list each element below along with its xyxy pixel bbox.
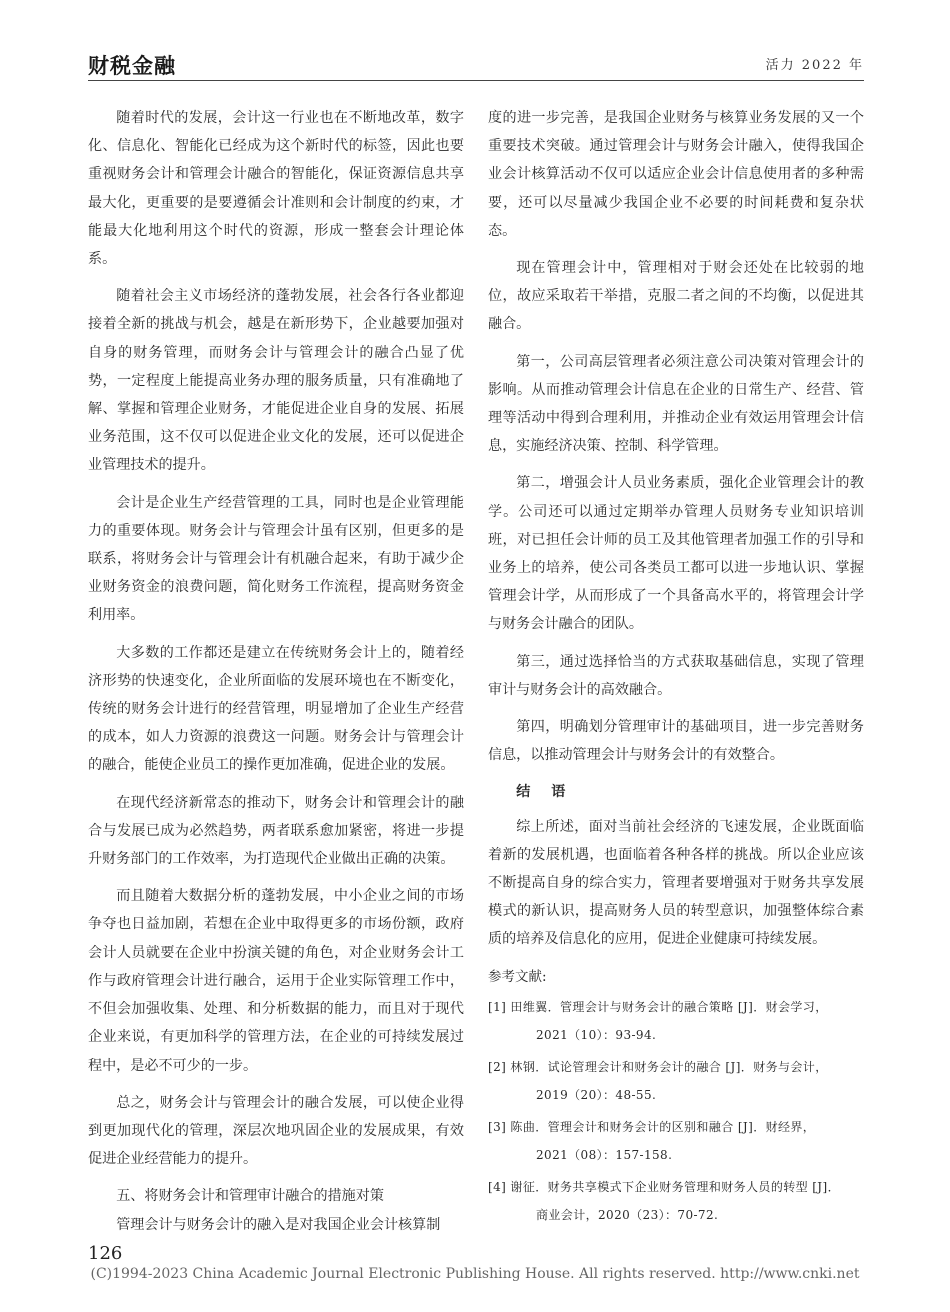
- paragraph: 会计是企业生产经营管理的工具，同时也是企业管理能力的重要体现。财务会计与管理会计虽有区别，但更多的是联系，将财务会计与管理会计有机融合起来，有助于减少企业财务资金的浪费问题，简化财务工作流程，提高财务资金利用率。: [88, 494, 464, 624]
- journal-name: 活力 2022 年: [765, 58, 864, 73]
- paragraph: 第四，明确划分管理审计的基础项目，进一步完善财务信息，以推动管理会计与财务会计的有效整合。: [488, 719, 864, 764]
- conclusion-paragraph: 综上所述，面对当前社会经济的飞速发展，企业既面临着新的发展机遇，也面临着各种各样的挑战。所以企业应该不断提高自身的综合实力，管理者要增强对于财务共享发展模式的新认识，提高财务人员的转型意识，加强整体综合素质的培养及信息化的应用，促进企业健康可持续发展。: [488, 818, 864, 948]
- reference-detail: 2021（10）：93-94.: [536, 1027, 657, 1042]
- reference-detail: 商业会计，2020（23）：70-72.: [536, 1207, 719, 1222]
- paragraph: 第三，通过选择恰当的方式获取基础信息，实现了管理审计与财务会计的高效融合。: [488, 653, 864, 698]
- copyright-footer: (C)1994-2023 China Academic Journal Electronic Publishing House. All rights reserved. http://www.cnki.net: [90, 1266, 860, 1282]
- section-title: 财税金融: [88, 54, 176, 78]
- paragraph: 总之，财务会计与管理会计的融合发展，可以使企业得到更加现代化的管理，深层次地巩固企业的发展成果，有效促进企业经营能力的提升。: [88, 1094, 464, 1168]
- right-column: [488, 104, 864, 1235]
- paragraph: 管理会计与财务会计的融入是对我国企业会计核算制: [116, 1216, 441, 1233]
- references-title: 参考文献:: [488, 968, 547, 985]
- reference-detail: 2019（20）：48-55.: [536, 1087, 657, 1102]
- reference-citation: [2] 林钢．试论管理会计和财务会计的融合 [J]．财务与会计，: [488, 1059, 828, 1074]
- reference-item: [488, 995, 864, 1048]
- left-column: [88, 104, 464, 1248]
- reference-citation: [1] 田维翼．管理会计与财务会计的融合策略 [J]．财会学习，: [488, 999, 828, 1014]
- paragraph: 而且随着大数据分析的蓬勃发展，中小企业之间的市场争夺也日益加剧，若想在企业中取得更多的市场份额，政府会计人员就要在企业中扮演关键的角色，对企业财务会计工作与政府管理会计进行融合，运用于企业实际管理工作中，不但会加强收集、处理、和分析数据的能力，而且对于现代企业来说，有更加科学的管理方法，在企业的可持续发展过程中，是必不可少的一步。: [88, 888, 464, 1074]
- paragraph: 大多数的工作都还是建立在传统财务会计上的，随着经济形势的快速变化，企业所面临的发展环境也在不断变化，传统的财务会计进行的经营管理，明显增加了企业生产经营的成本，如人力资源的浪费这一问题。财务会计与管理会计的融合，能使企业员工的操作更加准确，促进企业的发展。: [88, 644, 464, 774]
- reference-item: [488, 1055, 864, 1108]
- paragraph: 随着时代的发展，会计这一行业也在不断地改革，数字化、信息化、智能化已经成为这个新时代的标签，因此也要重视财务会计和管理会计融合的智能化，保证资源信息共享最大化，更重要的是要遵循会计准则和会计制度的约束，才能最大化地利用这个时代的资源，形成一整套会计理论体系。: [88, 110, 464, 268]
- reference-item: [488, 1175, 864, 1228]
- paragraph: 随着社会主义市场经济的蓬勃发展，社会各行各业都迎接着全新的挑战与机会，越是在新形势下，企业越要加强对自身的财务管理，而财务会计与管理会计的融合凸显了优势，一定程度上能提高业务办理的服务质量，只有准确地了解、掌握和管理企业财务，才能促进企业自身的发展、拓展业务范围，这不仅可以促进企业文化的发展，还可以促进企业管理技术的提升。: [88, 288, 464, 474]
- conclusion-heading: 结 语: [516, 784, 574, 801]
- section-heading: 五、将财务会计和管理审计融合的措施对策: [116, 1188, 384, 1205]
- reference-detail: 2021（08）：157-158.: [536, 1147, 673, 1162]
- paragraph-continuation: 度的进一步完善，是我国企业财务与核算业务发展的又一个重要技术突破。通过管理会计与财务会计融入，使得我国企业会计核算活动不仅可以适应企业会计信息使用者的多种需要，还可以尽量减少我国企业不必要的时间耗费和复杂状态。: [488, 110, 864, 239]
- paragraph: 第二，增强会计人员业务素质，强化企业管理会计的教学。公司还可以通过定期举办管理人员财务专业知识培训班，对已担任会计师的员工及其他管理者加强工作的引导和业务上的培养，使公司各类员工都可以进一步地认识、掌握管理会计学，从而形成了一个具备高水平的，将管理会计学与财务会计融合的团队。: [488, 475, 864, 633]
- reference-item: [488, 1115, 864, 1168]
- reference-citation: [4] 谢征．财务共享模式下企业财务管理和财务人员的转型 [J]．: [488, 1179, 841, 1194]
- page-header: [88, 50, 864, 81]
- paragraph: 在现代经济新常态的推动下，财务会计和管理会计的融合与发展已成为必然趋势，两者联系愈加紧密，将进一步提升财务部门的工作效率，为打造现代企业做出正确的决策。: [88, 794, 464, 868]
- reference-citation: [3] 陈曲．管理会计和财务会计的区别和融合 [J]．财经界，: [488, 1119, 816, 1134]
- page-number: 126: [88, 1243, 123, 1264]
- paragraph: 第一，公司高层管理者必须注意公司决策对管理会计的影响。从而推动管理会计信息在企业的日常生产、经营、管理等活动中得到合理利用，并推动企业有效运用管理会计信息，实施经济决策、控制、科学管理。: [488, 353, 864, 455]
- paragraph: 现在管理会计中，管理相对于财会还处在比较弱的地位，故应采取若干举措，克服二者之间的不均衡，以促进其融合。: [488, 260, 864, 333]
